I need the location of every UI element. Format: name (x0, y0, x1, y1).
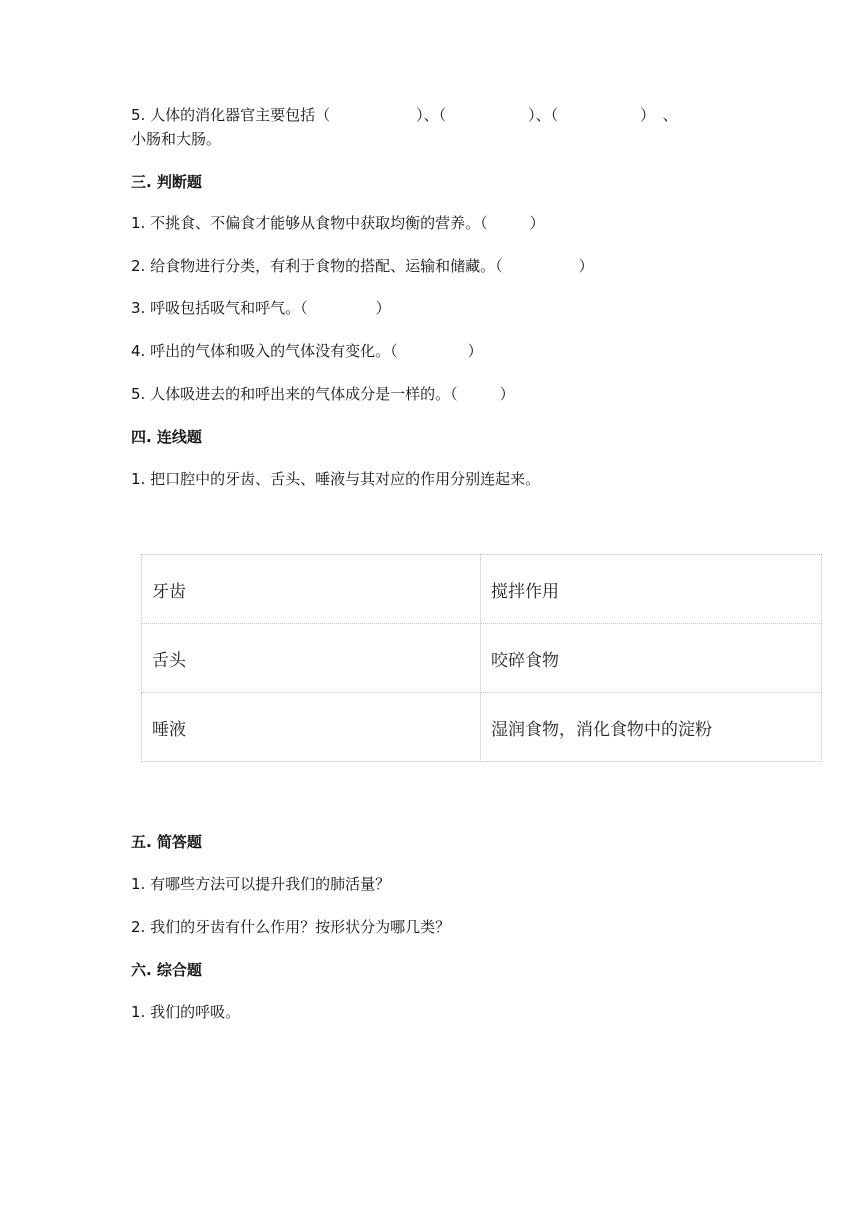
judge-item-1: 1. 不挑食、不偏食才能够从食物中获取均衡的营养。（ ） (131, 214, 545, 232)
short-answer-item-2: 2. 我们的牙齿有什么作用？按形状分为哪几类？ (131, 918, 451, 936)
table-row (142, 693, 822, 762)
table-cell: 唾液 (142, 693, 481, 762)
judge-item-5: 5. 人体吸进去的和呼出来的气体成分是一样的。（ ） (131, 385, 515, 403)
table-cell: 湿润食物，消化食物中的淀粉 (481, 693, 822, 762)
table-cell: 咬碎食物 (481, 624, 822, 693)
q5-text-a: 5. 人体的消化器官主要包括（ (131, 106, 331, 124)
judge-item-3: 3. 呼吸包括吸气和呼气。（ ） (131, 299, 391, 317)
q5-text-c: ）、（ (528, 106, 559, 124)
table-row (142, 624, 822, 693)
judge-item-2: 2. 给食物进行分类，有利于食物的搭配、运输和储藏。（ ） (131, 257, 594, 275)
section-5-title: 五. 简答题 (131, 833, 202, 851)
table-row (142, 555, 822, 624)
table-cell: 牙齿 (142, 555, 481, 624)
question-5-fill-continued: 小肠和大肠。 (131, 130, 222, 148)
section-3-title: 三. 判断题 (131, 173, 202, 191)
q5-text-b: ）、（ (416, 106, 447, 124)
table-cell: 搅拌作用 (481, 555, 822, 624)
short-answer-item-1: 1. 有哪些方法可以提升我们的肺活量？ (131, 875, 391, 893)
section-6-title: 六. 综合题 (131, 961, 202, 979)
question-5-fill (131, 104, 678, 126)
judge-item-4: 4. 呼出的气体和吸入的气体没有变化。（ ） (131, 342, 483, 360)
q5-text-d: ） 、 (640, 106, 678, 124)
comprehensive-item-1: 1. 我们的呼吸。 (131, 1003, 241, 1021)
matching-table (141, 554, 822, 762)
table-cell: 舌头 (142, 624, 481, 693)
section-4-title: 四. 连线题 (131, 428, 202, 446)
match-question-1: 1. 把口腔中的牙齿、舌头、唾液与其对应的作用分别连起来。 (131, 470, 541, 488)
